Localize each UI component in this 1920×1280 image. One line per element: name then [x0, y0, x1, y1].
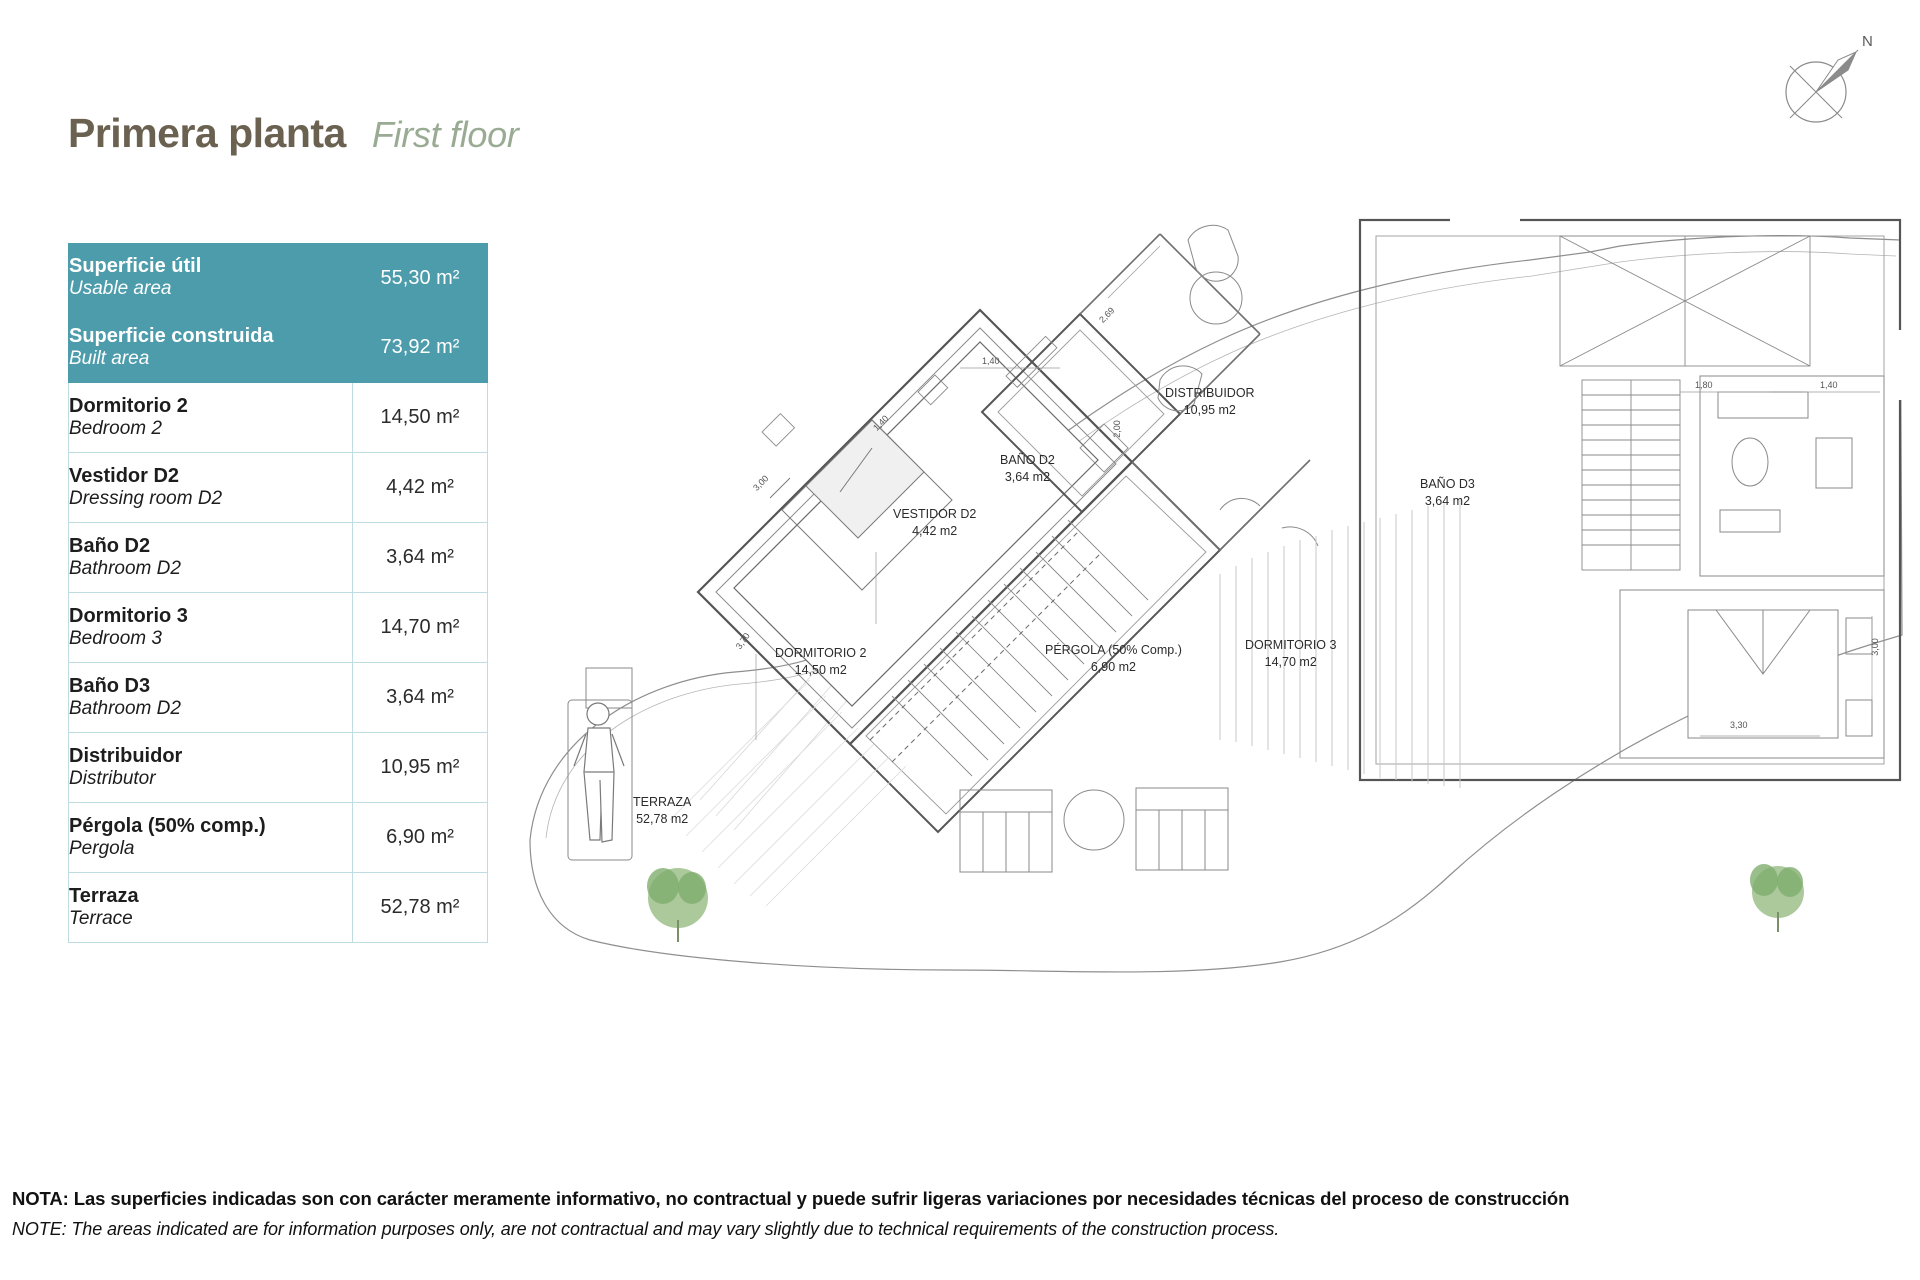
plan-room-label-bano-d3: [1420, 476, 1475, 510]
room-area: 10,95 m2: [1183, 402, 1236, 417]
table-row: [68, 733, 488, 803]
dimension-label: 3,70: [733, 630, 752, 652]
plan-room-label-pergola: [1045, 642, 1182, 676]
room-name: TERRAZA: [633, 795, 692, 809]
dimension-label: 1,40: [1820, 380, 1838, 390]
plan-room-label-vestidor-d2: [893, 506, 976, 540]
room-area: 4,42 m2: [912, 523, 958, 538]
plan-room-label-distribuidor: [1165, 385, 1255, 419]
table-row-label: [68, 313, 353, 383]
table-row-value: 73,92 m²: [353, 313, 488, 383]
row-label-es: Superficie útil: [69, 255, 202, 278]
table-row-label: [68, 453, 353, 523]
table-row-label: [68, 803, 353, 873]
dimension-label: 2,00: [1111, 420, 1122, 438]
room-area: 3,64 m2: [1424, 493, 1471, 508]
areas-table: [68, 243, 488, 943]
room-area: 52,78 m2: [636, 811, 689, 826]
table-row-label: [68, 873, 353, 943]
terrace-outline: [530, 236, 1902, 972]
dimension-label: 1,80: [1695, 380, 1713, 390]
dimension-label: 2,69: [1097, 305, 1117, 325]
table-row-value: 3,64 m²: [353, 663, 488, 733]
room-name: BAÑO D3: [1420, 477, 1475, 491]
row-label-en: Bathroom D2: [69, 557, 181, 579]
footer-notes: [12, 1188, 1912, 1240]
plan-room-label-bano-d2: [1000, 452, 1055, 486]
row-label-es: Distribuidor: [69, 744, 183, 767]
table-row: [68, 313, 488, 383]
room-name: DISTRIBUIDOR: [1165, 386, 1255, 400]
table-row-value: 6,90 m²: [353, 803, 488, 873]
page-title: [68, 110, 519, 157]
dimension-label: 1,40: [871, 413, 891, 433]
page-title-en: First floor: [371, 114, 519, 155]
row-label-es: Superficie construida: [69, 324, 274, 347]
row-label-en: Usable area: [69, 278, 172, 300]
table-row-label: [68, 733, 353, 803]
compass-rose: [1770, 30, 1880, 145]
table-row-label: [68, 663, 353, 733]
room-area: 3,64 m2: [1004, 469, 1051, 484]
table-row-value: 55,30 m²: [353, 243, 488, 313]
table-row: [68, 383, 488, 453]
table-row: [68, 243, 488, 313]
page-title-es: Primera planta: [68, 110, 346, 156]
compass-north-label: N: [1862, 33, 1873, 50]
plan-room-label-dormitorio-2: [775, 645, 866, 679]
table-row: [68, 523, 488, 593]
row-label-es: Pérgola (50% comp.): [69, 814, 266, 837]
plant-icon-right: [1750, 864, 1804, 932]
table-row-label: [68, 523, 353, 593]
table-row-label: [68, 383, 353, 453]
room-name: DORMITORIO 3: [1245, 638, 1337, 652]
room-area: 6,90 m2: [1090, 659, 1137, 674]
room-name: PÉRGOLA (50% Comp.): [1045, 643, 1182, 657]
row-label-es: Dormitorio 3: [69, 604, 188, 627]
row-label-en: Bedroom 2: [69, 417, 162, 439]
row-label-en: Terrace: [69, 907, 133, 929]
floor-plan-svg: [520, 180, 1910, 1140]
dimension-label: 3,30: [1730, 720, 1748, 730]
row-label-en: Bathroom D2: [69, 697, 181, 719]
room-area: 14,70 m2: [1264, 654, 1317, 669]
table-row-value: 14,50 m²: [353, 383, 488, 453]
row-label-es: Baño D3: [69, 674, 151, 697]
note-en: NOTE: The areas indicated are for information purposes only, are not contractual and may vary slightly due to technical requirements of the construction process.: [12, 1219, 1280, 1239]
row-label-en: Dressing room D2: [69, 487, 223, 509]
table-row-label: [68, 243, 353, 313]
plan-room-label-dormitorio-3: [1245, 637, 1336, 671]
table-row-label: [68, 593, 353, 663]
plan-room-label-terraza: [633, 794, 691, 828]
table-row: [68, 663, 488, 733]
table-row-value: 3,64 m²: [353, 523, 488, 593]
row-label-es: Baño D2: [69, 534, 151, 557]
dimension-label: 1,40: [982, 356, 1000, 366]
row-label-es: Dormitorio 2: [69, 394, 188, 417]
table-row-value: 4,42 m²: [353, 453, 488, 523]
row-label-es: Terraza: [69, 884, 139, 907]
room-name: BAÑO D2: [1000, 453, 1055, 467]
table-row-value: 10,95 m²: [353, 733, 488, 803]
table-row-value: 52,78 m²: [353, 873, 488, 943]
dimension-label: 3,00: [751, 473, 771, 493]
floor-plan-drawing: [520, 180, 1910, 1140]
table-row-value: 14,70 m²: [353, 593, 488, 663]
table-row: [68, 593, 488, 663]
row-label-en: Bedroom 3: [69, 627, 162, 649]
note-es: NOTA: Las superficies indicadas son con carácter meramente informativo, no contractual y puede sufrir ligeras variaciones por necesidades técnicas del proceso de construcción: [12, 1188, 1570, 1209]
table-row: [68, 803, 488, 873]
dimension-label: 3,00: [1869, 638, 1880, 656]
row-label-en: Distributor: [69, 767, 156, 789]
table-row: [68, 873, 488, 943]
row-label-en: Pergola: [69, 837, 135, 859]
row-label-es: Vestidor D2: [69, 464, 180, 487]
room-area: 14,50 m2: [794, 662, 847, 677]
room-name: VESTIDOR D2: [893, 507, 977, 521]
row-label-en: Built area: [69, 347, 150, 369]
table-row: [68, 453, 488, 523]
room-name: DORMITORIO 2: [775, 646, 867, 660]
